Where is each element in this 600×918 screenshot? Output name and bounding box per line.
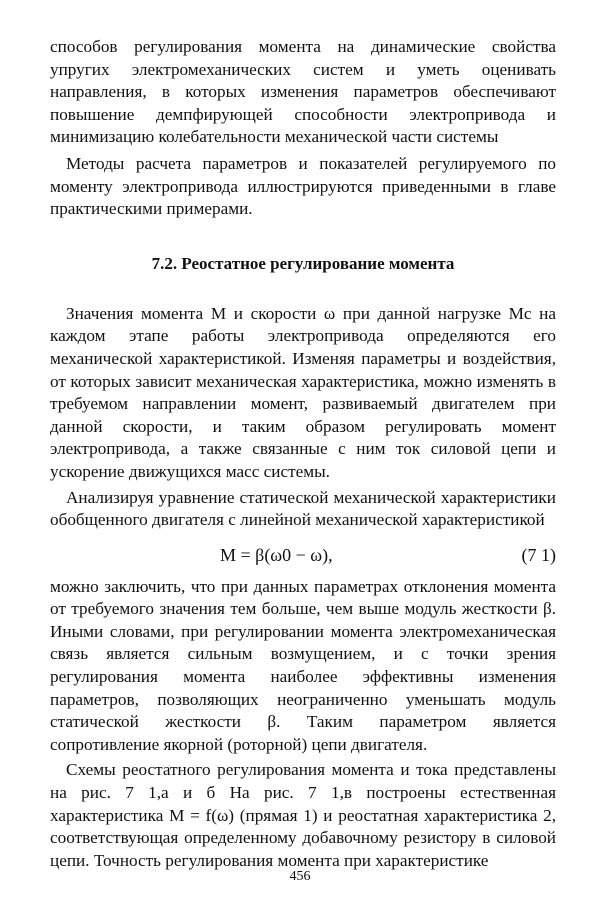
paragraph-methods: Методы расчета параметров и показателей регулируемого по моменту электропривода иллюстрируются приведенными в главе практическими примерами. <box>50 153 556 219</box>
page-number: 456 <box>289 869 311 884</box>
paragraph-schemes: Схемы реостатного регулирования момента и тока представлены на рис. 7 1,а и б На рис. 7 1,в построены естественная характеристика M = f(ω) (прямая 1) и реостатная характеристика 2, соответствующая определенному добавочному резистору в силовой цепи. Точность регулирования момента при характеристике <box>50 760 556 870</box>
equation-number: (7 1) <box>521 544 556 565</box>
paragraph-intro-continuation: способов регулирования момента на динамические свойства упругих электромеханических систем и уметь оценивать направления, в которых изменения параметров обеспечивают повышение демпфирующей способности электропривода и минимизацию колебательности механической части системы <box>50 37 556 147</box>
equation-row <box>50 540 556 570</box>
formula: M = β(ω0 − ω), <box>220 544 333 565</box>
paragraph-analysis: Анализируя уравнение статической механической характеристики обобщенного двигателя с линейной механической характеристикой <box>50 487 556 530</box>
paragraph-moment-values: Значения момента M и скорости ω при данной нагрузке Mc на каждом этапе работы электропривода определяются его механической характеристикой. Изменяя параметры и воздействия, от которых зависит механическая характеристика, можно изменять в требуемом направлении момент, развиваемый двигателем при данной скорости, и таким образом регулировать момент электропривода, а также связанные с ним ток силовой цепи и ускорение движущихся масс системы. <box>50 303 556 481</box>
page-content <box>50 36 556 872</box>
section-heading: 7.2. Реостатное регулирование момента <box>151 253 455 273</box>
paragraph-conclusion: можно заключить, что при данных параметрах отклонения момента от требуемого значения тем больше, чем выше модуль жесткости β. Иными словами, при регулировании момента электромеханическая связь является сильным возмущением, и с точки зрения регулирования момента наиболее эффективны изменения параметров, позволяющих неограниченно уменьшать модуль статической жесткости β. Таким параметром является сопротивление якорной (роторной) цепи двигателя. <box>50 576 556 754</box>
